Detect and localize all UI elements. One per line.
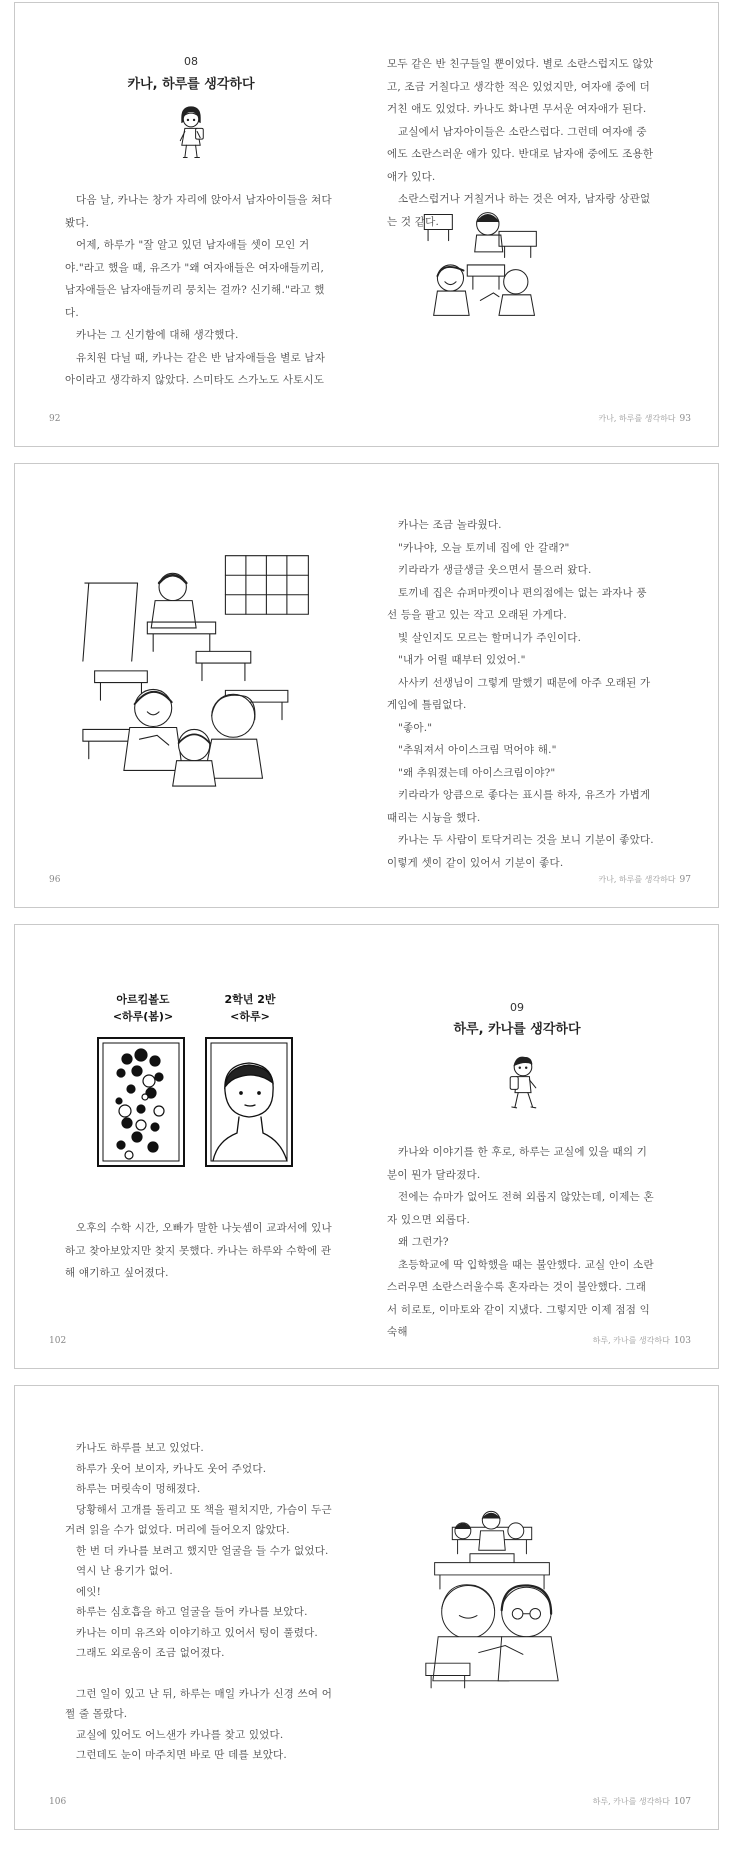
caption-line: <하루(봄)> [112, 1010, 174, 1023]
paragraph: 카나는 조금 놀라웠다. [398, 519, 502, 531]
body-text [387, 1141, 655, 1344]
caption-line: <하루> [230, 1010, 270, 1023]
page-107 [367, 1386, 719, 1829]
page-106 [15, 1386, 367, 1829]
paragraph: 카나는 그 신기함에 대해 생각했다. [76, 329, 239, 341]
paragraph: 다음 날, 카나는 창가 자리에 앉아서 남자아이들을 쳐다봤다. [65, 194, 332, 229]
boy-portrait-illustration [205, 1037, 293, 1167]
caption-line: 아르킴볼도 [116, 993, 170, 1006]
paragraph: 하루는 머릿속이 멍해졌다. [76, 1483, 201, 1495]
running-footer [593, 1335, 691, 1346]
chapter-number: 09 [510, 1001, 524, 1014]
paragraph: "추워져서 아이스크림 먹어야 해." [398, 744, 557, 756]
page-102 [15, 925, 367, 1368]
paragraph: "좋아." [398, 721, 433, 734]
paragraph: 소란스럽거나 거칠거나 하는 것은 여자, 남자랑 상관없는 것 같다. [387, 193, 651, 228]
page-number [45, 875, 60, 885]
page-number [45, 414, 60, 424]
body-text [65, 189, 335, 392]
paragraph: 키라라가 앙큼으로 좋다는 표시를 하자, 유즈가 가볍게 때리는 시늉을 했다. [387, 789, 651, 824]
running-head: 하루, 카나를 생각하다 [592, 1336, 670, 1345]
paragraph: 카나는 두 사람이 토닥거리는 것을 보니 기분이 좋았다. 이렇게 셋이 같이 있어서 기분이 좋다. [387, 834, 654, 869]
page-number [45, 1336, 66, 1346]
paragraph: 역시 난 용기가 없어. [76, 1565, 173, 1577]
paragraph: 토끼네 집은 슈퍼마켓이나 편의점에는 없는 과자나 풍선 등을 팔고 있는 작고 오래된 가게다. [387, 586, 647, 621]
paragraph: 한 번 더 카나를 보려고 했지만 얼굴을 들 수가 없었다. [76, 1544, 329, 1557]
paragraph: 카나도 하루를 보고 있었다. [76, 1442, 204, 1454]
paragraph: "왜 추워졌는데 아이스크림이야?" [398, 766, 556, 779]
paragraph: 키라라가 생글생글 웃으면서 물으러 왔다. [398, 564, 592, 576]
page-number-value: 102 [49, 1336, 67, 1346]
classroom-kids-illustration [417, 1504, 567, 1690]
paragraph: 하루가 웃어 보이자, 카나도 웃어 주었다. [76, 1462, 267, 1475]
paragraph: 오후의 수학 시간, 오빠가 말한 나눗셈이 교과서에 있나 하고 찾아보았지만 찾지 못했다. 카나는 하루와 수학에 관해 얘기하고 싶어졌다. [65, 1222, 332, 1279]
chapter-title: 카나, 하루를 생각하다 [127, 77, 255, 92]
spread-96-97 [14, 463, 719, 908]
arcimboldo-portrait-illustration [97, 1037, 185, 1167]
page-93 [367, 3, 719, 446]
body-text [65, 1217, 333, 1285]
page-number-value: 92 [49, 414, 61, 424]
running-footer [593, 1796, 691, 1807]
page-96 [15, 464, 367, 907]
paragraph: 사사키 선생님이 그렇게 말했기 때문에 아주 오래된 가게임에 틀림없다. [387, 676, 651, 711]
caption-class [200, 991, 300, 1025]
paragraph: 교실에서 남자아이들은 소란스럽다. 그런데 여자애 중에도 소란스러운 애가 있다. 반대로 남자애 중에도 조용한 애가 있다. [387, 125, 654, 183]
paragraph: 그런 일이 있고 난 뒤, 하루는 매일 카나가 신경 쓰여 어쩔 줄 몰랐다. [65, 1687, 333, 1720]
paragraph: 그런데도 눈이 마주치면 바로 딴 데를 보았다. [76, 1749, 287, 1761]
paragraph: 모두 같은 반 친구들일 뿐이었다. 별로 소란스럽지도 않았고, 조금 거칠다고 생각한 적은 있었지만, 여자애 중에 더 거친 애도 있었다. 카나도 화나면 무서운 여자애가 된다. [387, 58, 654, 115]
girl-with-backpack-illustration [168, 101, 214, 165]
spread-102-103 [14, 924, 719, 1369]
paragraph: 빛 살인지도 모르는 할머니가 주인이다. [398, 631, 582, 644]
page-number-value: 107 [673, 1797, 691, 1807]
page-number-value: 93 [679, 414, 691, 424]
paragraph: 유치원 다닐 때, 카나는 같은 반 남자애들을 별로 남자아이라고 생각하지 않았다. 스미타도 스가노도 사토시도 [65, 351, 326, 386]
spread-92-93 [14, 2, 719, 447]
page-number-value: 103 [673, 1336, 691, 1346]
paragraph: 어제, 하루가 "잘 알고 있던 남자애들 셋이 모인 거야."라고 했을 때, 유즈가 "왜 여자애들은 여자애들끼리, 남자애들은 남자애들끼리 뭉치는 걸까? 신기해."라고 했다. [65, 239, 325, 319]
paragraph-spacer [65, 1664, 333, 1684]
running-head: 하루, 카나를 생각하다 [592, 1797, 670, 1806]
page-number-value: 97 [679, 875, 691, 885]
paragraph: 하루는 심호흡을 하고 얼굴을 들어 카나를 보았다. [76, 1606, 308, 1618]
running-head: 카나, 하루를 생각하다 [598, 875, 676, 884]
page-97 [367, 464, 719, 907]
caption-arcimboldo [93, 991, 193, 1025]
paragraph: "카나야, 오늘 토끼네 집에 안 갈래?" [398, 541, 570, 554]
body-text [387, 514, 655, 874]
chapter-number: 08 [184, 55, 198, 68]
paragraph: 왜 그런가? [398, 1236, 449, 1248]
classroom-children-illustration [415, 203, 555, 325]
running-footer [598, 874, 691, 885]
body-text [65, 1438, 333, 1766]
paragraph: 전에는 슈마가 없어도 전혀 외롭지 않았는데, 이제는 혼자 있으면 외롭다. [387, 1191, 654, 1226]
page-number-value: 106 [49, 1797, 67, 1807]
running-footer [598, 413, 691, 424]
page-number-value: 96 [49, 875, 61, 885]
caption-line: 2학년 2반 [224, 993, 276, 1006]
page-103 [367, 925, 719, 1368]
paragraph: 카나와 이야기를 한 후로, 하루는 교실에 있을 때의 기분이 뭔가 달라졌다. [387, 1146, 648, 1181]
page-number [45, 1797, 66, 1807]
spread-106-107 [14, 1385, 719, 1830]
paragraph: 초등학교에 딱 입학했을 때는 불안했다. 교실 안이 소란스러우면 소란스러울수록 혼자라는 것이 불안했다. 그래서 히로토, 이마토와 같이 지냈다. 그렇지만 이제 점점 익숙해 [387, 1258, 654, 1338]
paragraph: 교실에 있어도 어느샌가 카나를 찾고 있었다. [76, 1728, 284, 1741]
chapter-title: 하루, 카나를 생각하다 [453, 1022, 581, 1037]
page-92 [15, 3, 367, 446]
paragraph: 에잇! [76, 1585, 102, 1598]
classroom-illustration [79, 544, 323, 788]
boy-with-backpack-illustration [499, 1051, 547, 1115]
paragraph: 그래도 외로움이 조금 없어졌다. [76, 1647, 225, 1659]
paragraph: 당황해서 고개를 돌리고 또 책을 펼치지만, 가슴이 두근거려 읽을 수가 없었다. 머리에 들어오지 않았다. [65, 1503, 332, 1536]
running-head: 카나, 하루를 생각하다 [598, 414, 676, 423]
paragraph: 카나는 이미 유즈와 이야기하고 있어서 텅이 풀렸다. [76, 1626, 318, 1639]
paragraph: "내가 어릴 때부터 있었어." [398, 654, 526, 666]
